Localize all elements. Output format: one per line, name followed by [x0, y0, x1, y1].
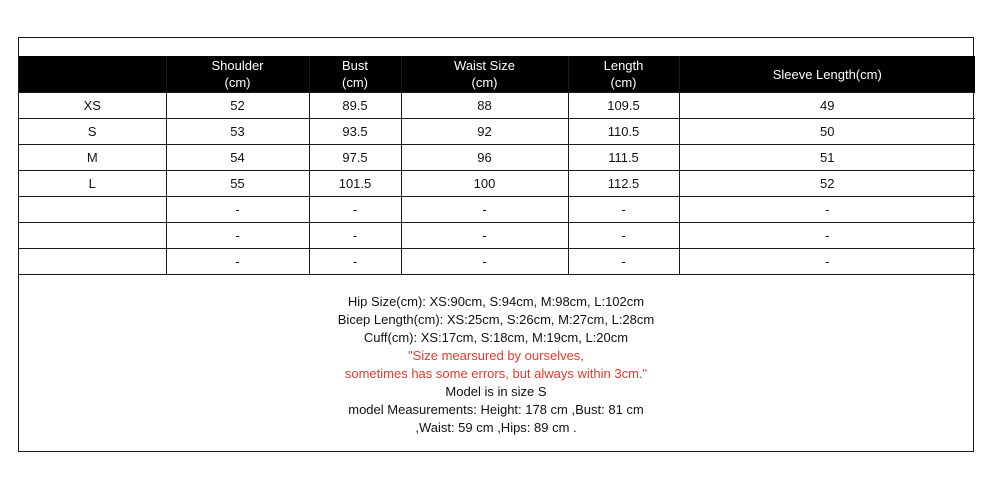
cell-bust: 97.5 — [309, 145, 401, 171]
table-row — [19, 249, 975, 275]
cell-shoulder: 55 — [166, 171, 309, 197]
cell-bust: 89.5 — [309, 93, 401, 119]
cell-waist: 92 — [401, 119, 568, 145]
cell-shoulder: 54 — [166, 145, 309, 171]
model-measurements-line-2: ,Waist: 59 cm ,Hips: 89 cm . — [415, 420, 577, 435]
cell-length: 112.5 — [568, 171, 679, 197]
cell-sleeve: 49 — [679, 93, 975, 119]
disclaimer-line-1: "Size mearsured by ourselves, — [408, 348, 584, 363]
header-shoulder-label: Shoulder — [211, 58, 264, 73]
cuff-note: Cuff(cm): XS:17cm, S:18cm, M:19cm, L:20cm — [363, 330, 629, 345]
table-row — [19, 197, 975, 223]
header-sleeve-label: Sleeve Length(cm) — [772, 66, 882, 82]
cell-length: 109.5 — [568, 93, 679, 119]
cell-bust: 93.5 — [309, 119, 401, 145]
cell-length: 110.5 — [568, 119, 679, 145]
cell-shoulder: - — [166, 223, 309, 249]
bicep-length-note: Bicep Length(cm): XS:25cm, S:26cm, M:27cm, L:28cm — [337, 312, 655, 327]
cell-bust: 101.5 — [309, 171, 401, 197]
cell-size — [19, 249, 166, 275]
header-shoulder-unit: (cm) — [224, 75, 251, 90]
table-row — [19, 119, 975, 145]
table-row — [19, 145, 975, 171]
header-waist-label: Waist Size — [454, 58, 515, 73]
size-chart — [18, 37, 974, 452]
header-length-label: Length — [603, 58, 644, 73]
header-row — [19, 56, 975, 93]
cell-size — [19, 197, 166, 223]
hip-size-note: Hip Size(cm): XS:90cm, S:94cm, M:98cm, L:102cm — [347, 294, 645, 309]
size-table — [19, 56, 975, 275]
cell-waist: 96 — [401, 145, 568, 171]
table-header — [19, 56, 975, 93]
size-notes — [19, 275, 973, 437]
header-size — [19, 56, 166, 93]
model-size-note: Model is in size S — [445, 384, 547, 399]
header-length — [568, 56, 679, 93]
cell-sleeve: 50 — [679, 119, 975, 145]
table-row — [19, 223, 975, 249]
disclaimer-line-2: sometimes has some errors, but always within 3cm." — [344, 366, 648, 381]
cell-sleeve: - — [679, 223, 975, 249]
cell-length: 111.5 — [568, 145, 679, 171]
cell-sleeve: - — [679, 249, 975, 275]
cell-size: S — [19, 119, 166, 145]
table-row — [19, 93, 975, 119]
cell-size — [19, 223, 166, 249]
cell-sleeve: 51 — [679, 145, 975, 171]
header-bust — [309, 56, 401, 93]
cell-size: M — [19, 145, 166, 171]
cell-sleeve: - — [679, 197, 975, 223]
header-shoulder — [166, 56, 309, 93]
header-bust-unit: (cm) — [342, 75, 368, 90]
cell-waist: - — [401, 197, 568, 223]
cell-shoulder: 53 — [166, 119, 309, 145]
model-measurements-line-1: model Measurements: Height: 178 cm ,Bust: 81 cm — [348, 402, 644, 417]
cell-length: - — [568, 249, 679, 275]
cell-shoulder: 52 — [166, 93, 309, 119]
table-row — [19, 171, 975, 197]
cell-waist: 88 — [401, 93, 568, 119]
cell-shoulder: - — [166, 197, 309, 223]
header-length-unit: (cm) — [610, 75, 637, 90]
cell-shoulder: - — [166, 249, 309, 275]
cell-bust: - — [309, 249, 401, 275]
header-sleeve — [679, 56, 975, 93]
header-waist-unit: (cm) — [471, 75, 498, 90]
header-bust-label: Bust — [341, 58, 368, 73]
cell-bust: - — [309, 223, 401, 249]
cell-length: - — [568, 197, 679, 223]
cell-size: L — [19, 171, 166, 197]
top-spacer — [19, 38, 973, 56]
cell-bust: - — [309, 197, 401, 223]
cell-length: - — [568, 223, 679, 249]
cell-waist: - — [401, 249, 568, 275]
header-waist — [401, 56, 568, 93]
cell-size: XS — [19, 93, 166, 119]
cell-waist: - — [401, 223, 568, 249]
cell-sleeve: 52 — [679, 171, 975, 197]
cell-waist: 100 — [401, 171, 568, 197]
table-body — [19, 93, 975, 275]
